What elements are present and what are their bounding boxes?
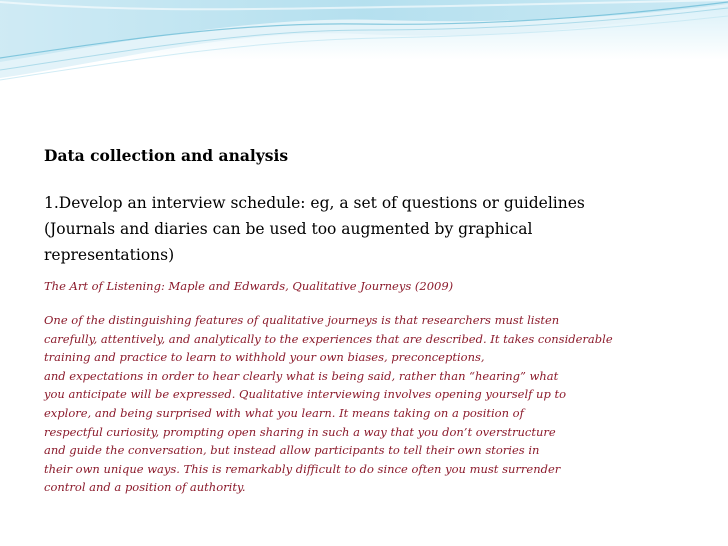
quote-line: respectful curiosity, prompting open sharing in such a way that you don’t overstructure bbox=[44, 424, 556, 439]
slide-heading: Data collection and analysis bbox=[44, 146, 289, 165]
slide-content bbox=[44, 146, 714, 497]
quote-line: carefully, attentively, and analytically to the experiences that are described. It takes considerable bbox=[44, 331, 613, 346]
wave-graphic bbox=[0, 0, 728, 120]
quote-line: and guide the conversation, but instead allow participants to tell their own stories in bbox=[44, 443, 540, 458]
quote-line: One of the distinguishing features of qualitative journeys is that researchers must listen bbox=[44, 313, 560, 327]
quote-line: you anticipate will be expressed. Qualitative interviewing involves opening yourself up to bbox=[44, 387, 567, 402]
interview-point bbox=[44, 190, 714, 268]
point-line: (Journals and diaries can be used too augmented by graphical bbox=[44, 220, 533, 238]
quote-block bbox=[44, 311, 714, 497]
citation: The Art of Listening: Maple and Edwards, Qualitative Journeys (2009) bbox=[44, 279, 454, 293]
quote-line: their own unique ways. This is remarkably difficult to do since often you must surrender bbox=[44, 461, 561, 476]
point-line: 1.Develop an interview schedule: eg, a set of questions or guidelines bbox=[44, 194, 585, 212]
quote-line: training and practice to learn to withhold your own biases, preconceptions, bbox=[44, 350, 485, 365]
decorative-wave-header bbox=[0, 0, 728, 120]
quote-line: and expectations in order to hear clearly what is being said, rather than “hearing” what bbox=[44, 368, 559, 383]
quote-line: explore, and being surprised with what you learn. It means taking on a position of bbox=[44, 405, 524, 420]
quote-line: control and a position of authority. bbox=[44, 480, 246, 495]
point-line: representations) bbox=[44, 246, 175, 264]
